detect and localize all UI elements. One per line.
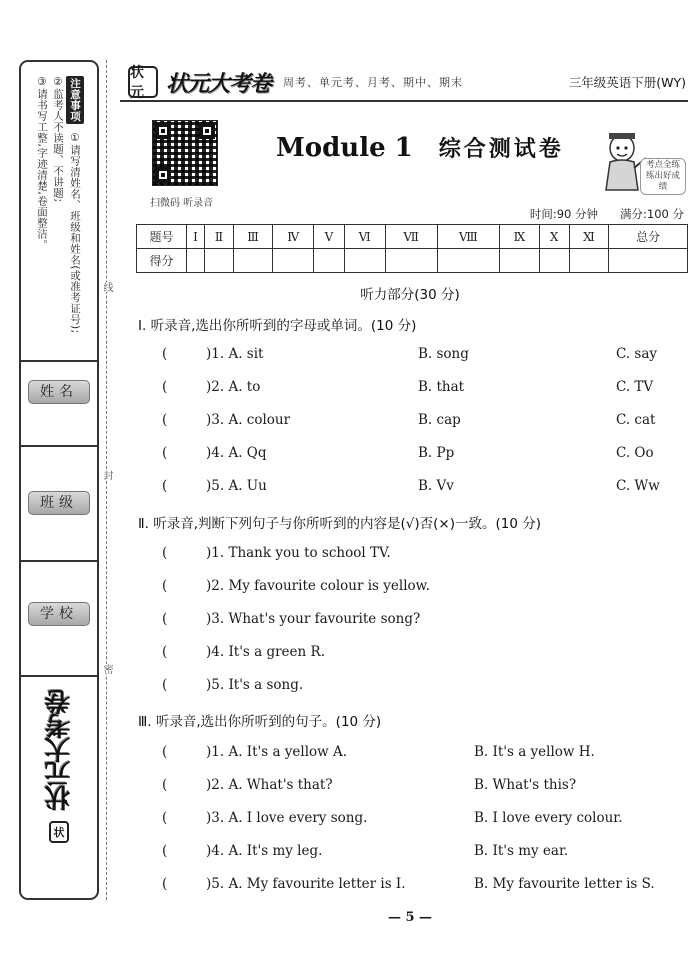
question-row: [162, 379, 682, 399]
total-score-cell[interactable]: [609, 249, 688, 273]
binding-strip: [19, 60, 99, 900]
section-3-title: Ⅲ. 听录音,选出你所听到的句子。(10 分): [138, 714, 382, 730]
exam-time: 时间:90 分钟: [529, 207, 599, 221]
column-header: Ⅵ: [344, 225, 385, 249]
qr-caption: 扫微码 听录音: [150, 198, 214, 209]
option-a: )2. A. to: [206, 379, 261, 395]
option-b: B. song: [418, 346, 469, 362]
cut-mark-seal: 封: [101, 470, 112, 480]
answer-blank[interactable]: (: [162, 611, 168, 627]
class-label: 班级: [28, 491, 90, 515]
mascot-illustration: [600, 128, 686, 198]
option-a: )3. A. I love every song.: [206, 810, 368, 826]
score-cell[interactable]: [273, 249, 314, 273]
score-cell[interactable]: [385, 249, 437, 273]
option-a: )2. A. What's that?: [206, 777, 333, 793]
test-name: 综合测试卷: [438, 137, 564, 162]
notes-text: [34, 76, 84, 360]
column-header: Ⅶ: [385, 225, 437, 249]
column-header: Ⅱ: [205, 225, 234, 249]
statement: )3. What's your favourite song?: [206, 611, 421, 627]
question-row: [162, 611, 682, 631]
score-cell[interactable]: [233, 249, 273, 273]
question-number-label: 题号: [137, 225, 187, 249]
question-row: [162, 843, 682, 863]
answer-blank[interactable]: (: [162, 810, 168, 826]
page-title: [276, 132, 564, 163]
answer-blank[interactable]: (: [162, 478, 168, 494]
option-b: B. It's my ear.: [474, 843, 569, 859]
answer-blank[interactable]: (: [162, 578, 168, 594]
option-a: )4. A. Qq: [206, 445, 267, 461]
option-b: B. that: [418, 379, 465, 395]
name-field[interactable]: [21, 362, 97, 447]
side-logo: [21, 677, 97, 897]
cut-mark-line: 线: [101, 282, 112, 292]
column-header: Ⅰ: [187, 225, 205, 249]
option-b: B. I love every colour.: [474, 810, 623, 826]
school-field[interactable]: [21, 562, 97, 677]
listening-part-title: 听力部分(30 分): [360, 287, 460, 303]
score-cell[interactable]: [205, 249, 234, 273]
score-cell[interactable]: [314, 249, 344, 273]
brand-subtitle: 周考、单元考、月考、期中、期末: [283, 76, 464, 89]
option-a: )5. A. My favourite letter is I.: [206, 876, 406, 892]
statement: )1. Thank you to school TV.: [206, 545, 391, 561]
section-2-title: Ⅱ. 听录音,判断下列句子与你所听到的内容是(√)否(×)一致。(10 分): [138, 516, 542, 532]
answer-blank[interactable]: (: [162, 545, 168, 561]
score-table-header-row: [137, 225, 688, 249]
question-row: [162, 412, 682, 432]
answer-blank[interactable]: (: [162, 777, 168, 793]
option-c: C. TV: [616, 379, 654, 395]
notes-panel: [21, 62, 97, 362]
exam-meta: [530, 206, 684, 222]
option-b: B. It's a yellow H.: [474, 744, 595, 760]
option-b: B. Vv: [418, 478, 454, 494]
cut-mark-secret: 密: [101, 664, 112, 674]
full-score: 满分:100 分: [620, 207, 684, 221]
option-c: C. cat: [616, 412, 656, 428]
statement: )5. It's a song.: [206, 677, 304, 693]
option-b: B. cap: [418, 412, 461, 428]
note-1: ①请写清姓名、班级和姓名(或准考证号);: [69, 131, 81, 334]
answer-blank[interactable]: (: [162, 876, 168, 892]
question-row: [162, 744, 682, 764]
answer-blank[interactable]: (: [162, 744, 168, 760]
module-title: Module 1: [276, 133, 413, 163]
total-header: 总分: [609, 225, 688, 249]
statement: )4. It's a green R.: [206, 644, 325, 660]
option-a: )5. A. Uu: [206, 478, 267, 494]
option-b: B. My favourite letter is S.: [474, 876, 655, 892]
answer-blank[interactable]: (: [162, 346, 168, 362]
brand-logo-icon: 状元: [128, 66, 158, 98]
score-label: 得分: [137, 249, 187, 273]
note-3: ③请书写工整,字迹清楚,卷面整洁。: [36, 76, 48, 251]
mascot-slogan: 考点全练 练出好成绩: [640, 158, 686, 195]
column-header: Ⅲ: [233, 225, 273, 249]
score-cell[interactable]: [187, 249, 205, 273]
school-label: 学校: [28, 602, 90, 626]
score-cell[interactable]: [344, 249, 385, 273]
class-field[interactable]: [21, 447, 97, 562]
question-row: [162, 478, 682, 498]
question-row: [162, 677, 682, 697]
note-2: ②监考人不读题、不讲题;: [52, 76, 64, 203]
answer-blank[interactable]: (: [162, 843, 168, 859]
answer-blank[interactable]: (: [162, 644, 168, 660]
question-row: [162, 777, 682, 797]
question-row: [162, 346, 682, 366]
question-row: [162, 810, 682, 830]
notes-heading: 注意事项: [66, 76, 84, 124]
column-header: Ⅷ: [437, 225, 500, 249]
answer-blank[interactable]: (: [162, 379, 168, 395]
question-row: [162, 578, 682, 598]
option-b: B. What's this?: [474, 777, 577, 793]
column-header: Ⅳ: [273, 225, 314, 249]
section-1-title: Ⅰ. 听录音,选出你所听到的字母或单词。(10 分): [138, 318, 417, 334]
question-row: [162, 545, 682, 565]
question-row: [162, 445, 682, 465]
qr-code-icon[interactable]: [152, 120, 218, 186]
option-a: )3. A. colour: [206, 412, 291, 428]
column-header: Ⅹ: [539, 225, 569, 249]
page-number: — 5 —: [387, 910, 433, 925]
question-row: [162, 644, 682, 664]
score-cell[interactable]: [539, 249, 569, 273]
page-header: [120, 64, 688, 102]
option-a: )1. A. It's a yellow A.: [206, 744, 348, 760]
option-c: C. Ww: [616, 478, 660, 494]
score-table: [136, 224, 688, 273]
score-cell[interactable]: [500, 249, 540, 273]
column-header: Ⅸ: [500, 225, 540, 249]
side-logo-title: 状元大考卷: [44, 691, 75, 811]
answer-blank[interactable]: (: [162, 677, 168, 693]
grade-label: 三年级英语下册(WY): [568, 75, 686, 90]
brand-title: 状元大考卷: [166, 71, 272, 97]
question-row: [162, 876, 682, 896]
answer-blank[interactable]: (: [162, 445, 168, 461]
cut-line: [106, 60, 107, 900]
statement: )2. My favourite colour is yellow.: [206, 578, 430, 594]
column-header: Ⅺ: [569, 225, 609, 249]
brand-logo-icon: 状: [49, 821, 69, 843]
score-cell[interactable]: [437, 249, 500, 273]
score-cell[interactable]: [569, 249, 609, 273]
answer-blank[interactable]: (: [162, 412, 168, 428]
name-label: 姓名: [28, 380, 90, 404]
option-a: )4. A. It's my leg.: [206, 843, 323, 859]
option-c: C. Oo: [616, 445, 654, 461]
option-b: B. Pp: [418, 445, 455, 461]
score-table-score-row: [137, 249, 688, 273]
column-header: Ⅴ: [314, 225, 344, 249]
option-a: )1. A. sit: [206, 346, 264, 362]
option-c: C. say: [616, 346, 658, 362]
